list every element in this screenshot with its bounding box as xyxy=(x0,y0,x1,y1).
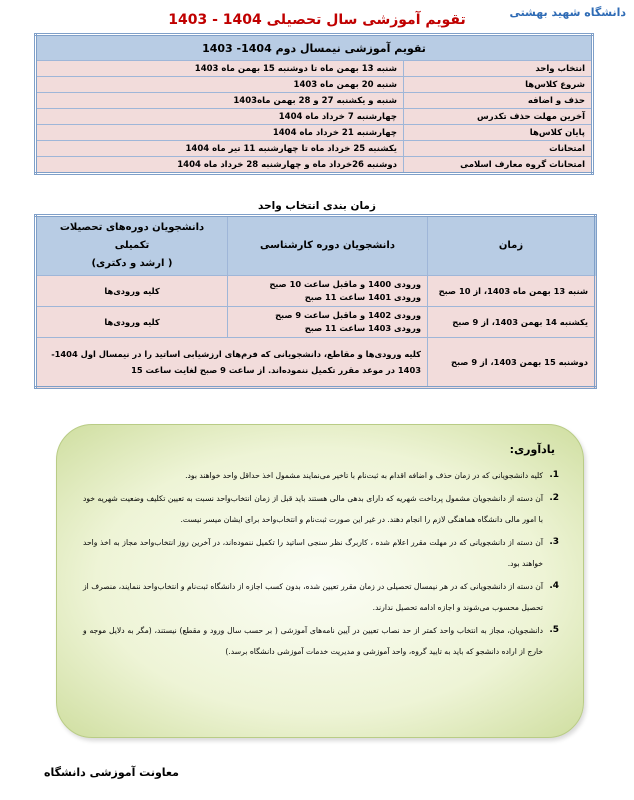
calendar-row-value: یکشنبه 25 خرداد ماه تا چهارشنبه 11 تیر ماه 1404 xyxy=(36,141,404,157)
calendar-row-label: شروع کلاس‌ها xyxy=(404,77,593,93)
calendar-row-value: دوشنبه 26خرداد ماه و چهارشنبه 28 خرداد ماه 1404 xyxy=(36,157,404,174)
schedule-undergrad xyxy=(228,276,428,307)
schedule-undergrad xyxy=(228,307,428,338)
schedule-header-undergrad: دانشجویان دوره کارشناسی xyxy=(228,216,428,276)
calendar-row xyxy=(36,109,593,125)
calendar-header-row xyxy=(36,35,593,61)
calendar-row-value: چهارشنبه 7 خرداد ماه 1404 xyxy=(36,109,404,125)
calendar-row-value: شنبه و یکشنبه 27 و 28 بهمن ماه1403 xyxy=(36,93,404,109)
calendar-row-value: شنبه 13 بهمن ماه تا دوشنبه 15 بهمن ماه 1403 xyxy=(36,61,404,77)
calendar-row xyxy=(36,141,593,157)
calendar-row-label: حذف و اضافه xyxy=(404,93,593,109)
reminder-text: کلیه دانشجویانی که در زمان حذف و اضافه اقدام به ثبت‌نام با تاخیر می‌نمایند مشمول اخذ حداقل واحد خواهند بود. xyxy=(185,471,543,480)
calendar-row xyxy=(36,125,593,141)
schedule-time: یکشنبه 14 بهمن 1403، از 9 صبح xyxy=(428,307,596,338)
schedule-row xyxy=(36,276,596,307)
reminder-number: 3. xyxy=(549,537,559,547)
reminder-item xyxy=(83,576,559,618)
calendar-row-label: امتحانات xyxy=(404,141,593,157)
calendar-row-label: آخرین مهلت حذف تکدرس xyxy=(404,109,593,125)
page-title: تقویم آموزشی سال تحصیلی 1404 - 1403 xyxy=(168,12,466,28)
schedule-time: دوشنبه 15 بهمن 1403، از 9 صبح xyxy=(428,338,596,388)
reminder-text: آن دسته از دانشجویانی که در مهلت مقرر اعلام شده ، کاربرگ نظر سنجی اساتید را تکمیل ننموده‌اند، در آخرین روز انتخاب‌واحد مجاز به اخذ واحد خواهند بود. xyxy=(83,538,543,568)
schedule-undergrad-line1: ورودی 1402 و ماقبل ساعت 9 صبح xyxy=(275,310,421,320)
reminder-text: دانشجویان، مجاز به انتخاب واحد کمتر از حد نصاب تعیین در آیین نامه‌های آموزشی ( بر حسب سال ورود و مقطع) نیستند، (مگر به دلایل موجه و خارج از اراده دانشجو که باید به تایید گروه، واحد آموزشی و مدیریت خدمات آموزشی دانشگاه برسد.) xyxy=(83,626,543,656)
schedule-header-grad-line1: دانشجویان دوره‌های تحصیلات تکمیلی xyxy=(59,222,205,251)
schedule-time: شنبه 13 بهمن ماه 1403، از 10 صبح xyxy=(428,276,596,307)
schedule-header-grad xyxy=(36,216,228,276)
schedule-grad: کلیه ورودی‌ها xyxy=(36,307,228,338)
schedule-title: زمان بندی انتخاب واحد xyxy=(258,200,376,212)
calendar-table xyxy=(34,33,594,175)
calendar-row xyxy=(36,77,593,93)
reminder-text: آن دسته از دانشجویان مشمول پرداخت شهریه که دارای بدهی مالی هستند باید قبل از زمان انتخاب‌واحد نسبت به تعیین تکلیف وضعیت شهریه خود با امور مالی دانشگاه هماهنگی لازم را انجام دهند. در غیر این صورت ثبت‌نام و انتخاب‌واحد برای ایشان میسر نیست. xyxy=(83,494,543,524)
calendar-row xyxy=(36,157,593,174)
calendar-row xyxy=(36,61,593,77)
reminder-text: آن دسته از دانشجویانی که در هر نیمسال تحصیلی در زمان مقرر تعیین شده، بدون کسب اجازه از دانشگاه ثبت‌نام و انتخاب‌واحد ننمایند، منصرف از تحصیل محسوب می‌شوند و اجازه ادامه تحصیل ندارند. xyxy=(83,582,543,612)
calendar-row-label: پایان کلاس‌ها xyxy=(404,125,593,141)
reminder-number: 4. xyxy=(549,581,559,591)
reminder-item xyxy=(83,488,559,530)
schedule-undergrad-line2: ورودی 1401 ساعت 11 صبح xyxy=(304,292,421,302)
reminder-number: 5. xyxy=(549,625,559,635)
schedule-undergrad-line2: ورودی 1403 ساعت 11 صبح xyxy=(304,323,421,333)
signature: معاونت آموزشی دانشگاه xyxy=(44,766,179,779)
reminder-list xyxy=(83,465,559,664)
calendar-row xyxy=(36,93,593,109)
schedule-table xyxy=(34,214,597,389)
reminder-item xyxy=(83,532,559,574)
schedule-header-time: زمان xyxy=(428,216,596,276)
calendar-row-label: انتخاب واحد xyxy=(404,61,593,77)
schedule-grad: کلیه ورودی‌ها xyxy=(36,276,228,307)
schedule-undergrad-line1: ورودی 1400 و ماقبل ساعت 10 صبح xyxy=(269,279,421,289)
schedule-header-grad-line2: ( ارشد و دکتری) xyxy=(91,258,173,269)
calendar-row-value: شنبه 20 بهمن ماه 1403 xyxy=(36,77,404,93)
reminder-number: 1. xyxy=(549,470,559,480)
reminder-box xyxy=(56,424,584,738)
schedule-row xyxy=(36,338,596,388)
reminder-number: 2. xyxy=(549,493,559,503)
reminder-title: یادآوری: xyxy=(509,443,555,456)
reminder-item xyxy=(83,465,559,486)
schedule-row xyxy=(36,307,596,338)
calendar-title: تقویم آموزشی نیمسال دوم 1404- 1403 xyxy=(36,35,593,61)
calendar-row-value: چهارشنبه 21 خرداد ماه 1404 xyxy=(36,125,404,141)
schedule-last-row-text: کلیه ورودی‌ها و مقاطع، دانشجویانی که فرم‌های ارزشیابی اساتید را در نیمسال اول 1404-1403 در موعد مقرر تکمیل ننموده‌اند. از ساعت 9 صبح لغایت ساعت 15 xyxy=(36,338,428,388)
reminder-item xyxy=(83,620,559,662)
calendar-row-label: امتحانات گروه معارف اسلامی xyxy=(404,157,593,174)
schedule-header-row xyxy=(36,216,596,276)
university-name: دانشگاه شهید بهشتی xyxy=(509,6,626,19)
